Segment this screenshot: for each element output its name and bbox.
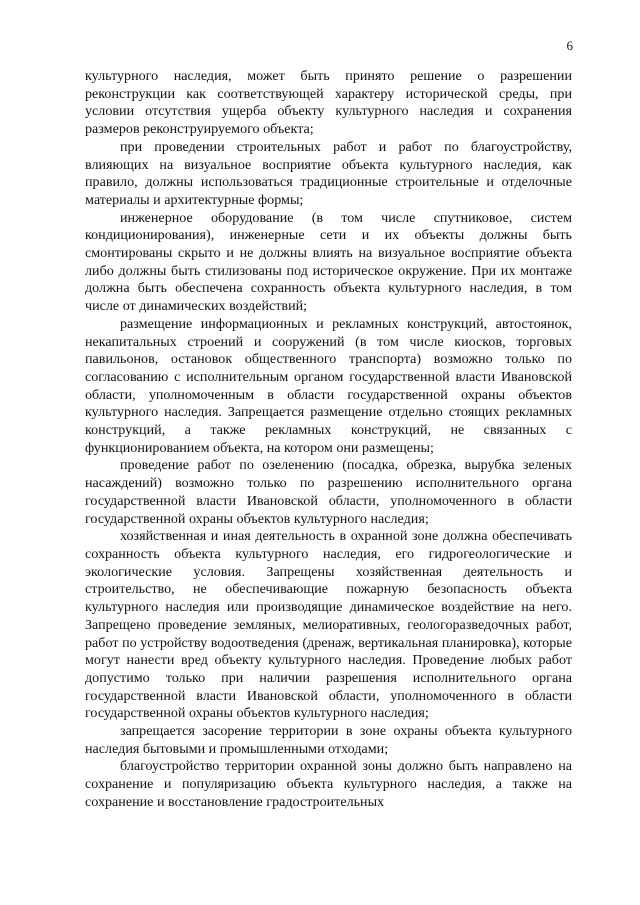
document-body	[85, 68, 572, 812]
paragraph: при проведении строительных работ и работ по благоустройству, влияющих на визуальное восприятие объекта культурного наследия, как правило, должны использоваться традиционные строительные и отделочные материалы и архитектурные формы;	[85, 138, 572, 208]
paragraph: благоустройство территории охранной зоны должно быть направлено на сохранение и популяризацию объекта культурного наследия, а также на сохранение и восстановление градостроительных	[85, 758, 572, 810]
paragraph: проведение работ по озеленению (посадка, обрезка, вырубка зеленых насаждений) возможно только по разрешению исполнительного органа государственной власти Ивановской области, уполномоченного в области государственной охраны объектов культурного наследия;	[85, 457, 572, 527]
paragraph: запрещается засорение территории в зоне охраны объекта культурного наследия бытовыми и промышленными отходами;	[85, 723, 572, 757]
paragraph: хозяйственная и иная деятельность в охранной зоне должна обеспечивать сохранность объекта культурного наследия, его гидрогеологические и экологические условия. Запрещены хозяйственная деятельность и строительство, не обеспечивающие пожарную безопасность объекта культурного наследия или производящие динамическое воздействие на него. Запрещено проведение земляных, мелиоративных, геологоразведочных работ, работ по устройству водоотведения (дренаж, вертикальная планировка), которые могут нанести вред объекту культурного наследия. Проведение любых работ допустимо только при наличии разрешения исполнительного органа государственной власти Ивановской области, уполномоченного в области государственной охраны объектов культурного наследия;	[85, 528, 572, 722]
page-number: 6	[566, 38, 573, 53]
paragraph: размещение информационных и рекламных конструкций, автостоянок, некапитальных строений и сооружений (в том числе киосков, торговых павильонов, остановок общественного транспорта) возможно только по согласованию с исполнительным органом государственной власти Ивановской области, уполномоченным в области государственной охраны объектов культурного наследия. Запрещается размещение отдельно стоящих рекламных конструкций, а также рекламных конструкций, не связанных с функционированием объекта, на котором они размещены;	[85, 315, 572, 456]
paragraph: инженерное оборудование (в том числе спутниковое, систем кондиционирования), инженерные сети и их объекты должны быть смонтированы скрыто и не должны влиять на визуальное восприятие объекта либо должны быть стилизованы под историческое окружение. При их монтаже должна быть обеспечена сохранность объекта культурного наследия, в том числе от динамических воздействий;	[85, 209, 572, 315]
paragraph: культурного наследия, может быть принято решение о разрешении реконструкции как соответствующей характеру исторической среды, при условии отсутствия ущерба объекту культурного наследия и сохранения размеров реконструируемого объекта;	[85, 68, 572, 138]
